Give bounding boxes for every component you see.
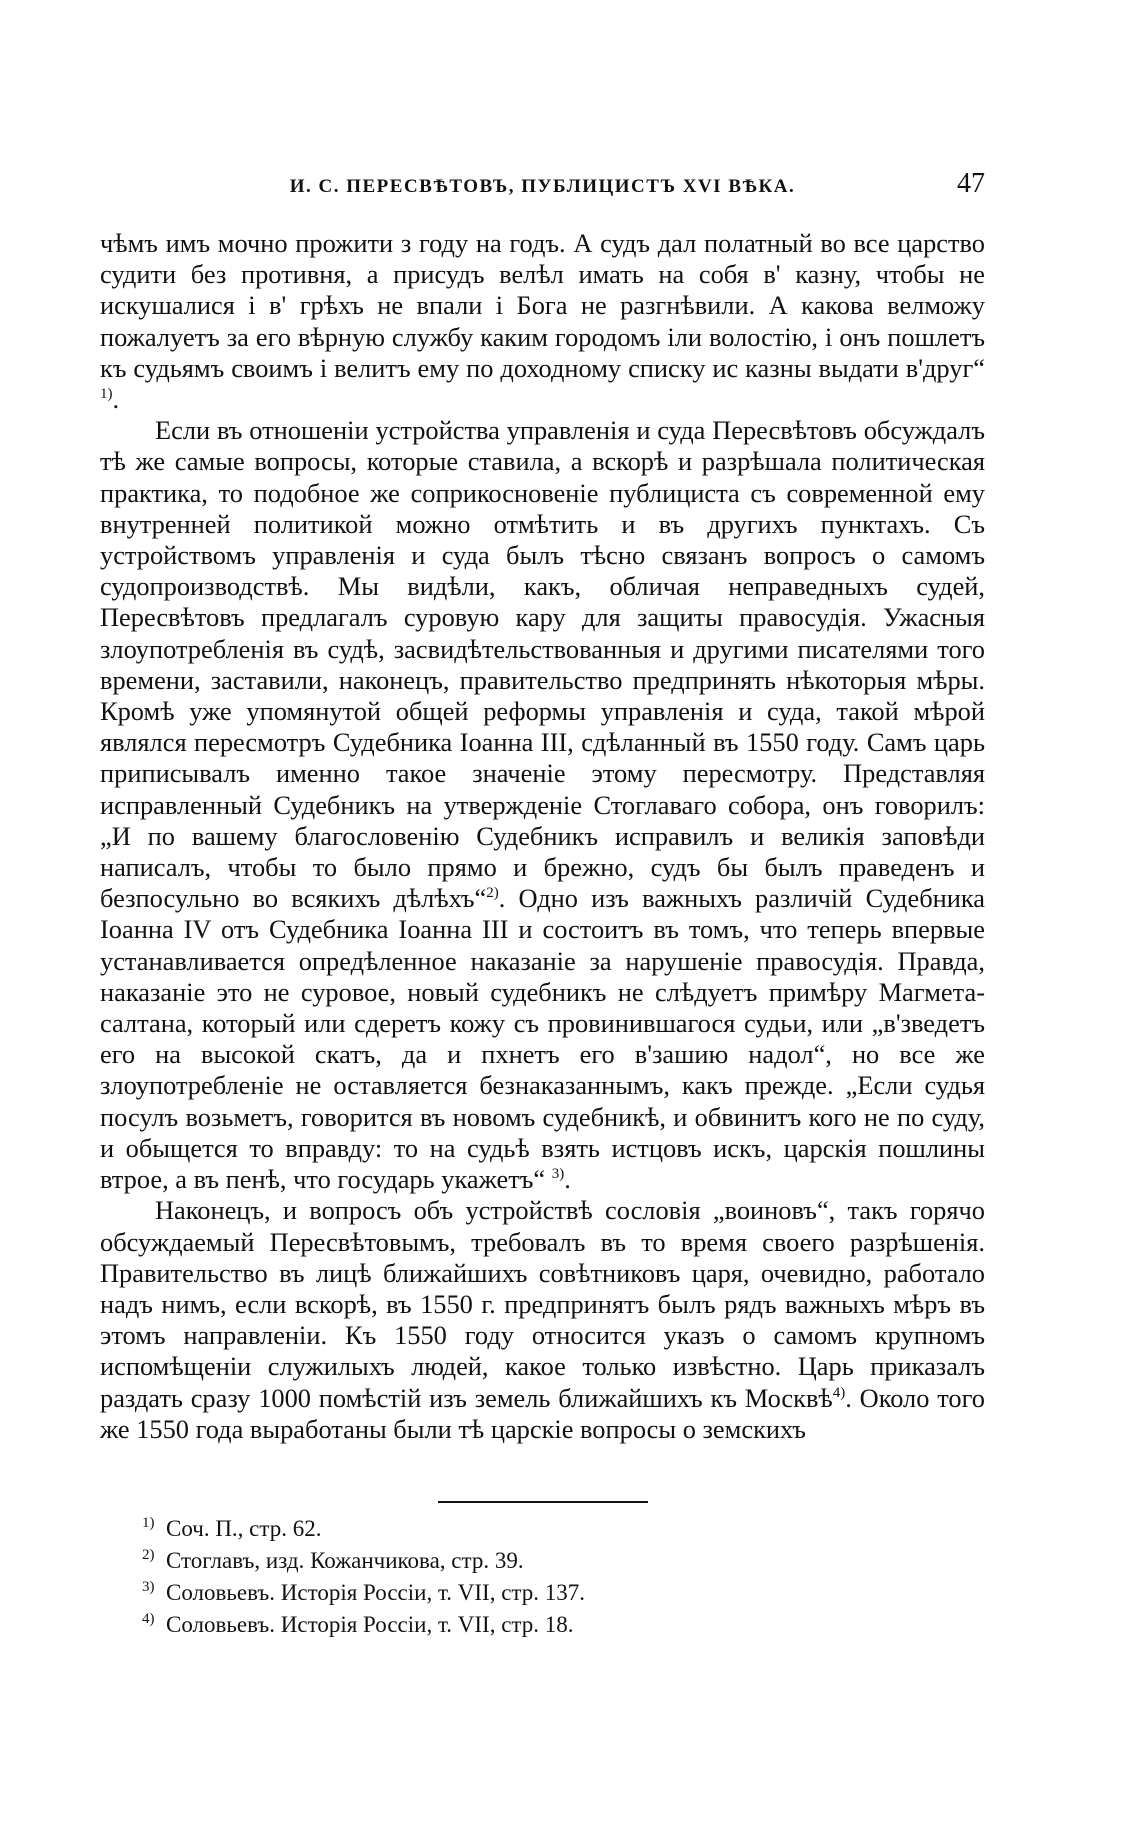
- footnotes: [100, 1513, 985, 1641]
- footnote-reference: 2): [486, 885, 499, 902]
- paragraph-text: Если въ отношеніи устройства управленія и суда Пересвѣтовъ обсуждалъ тѣ же самые вопросы, которые ставила, а вскорѣ и разрѣшала политическая практика, то подобное же соприкосновеніе публициста съ современной ему внутренней политикой можно отмѣтить и въ другихъ пунктахъ. Съ устройствомъ управленія и суда былъ тѣсно связанъ вопросъ о самомъ судопроизводствѣ. Мы видѣли, какъ, обличая неправедныхъ судей, Пересвѣтовъ предлагалъ суровую кару для защиты правосудія. Ужасныя злоупотребленія въ судѣ, засвидѣтельствованныя и другими писателями того времени, заставили, наконецъ, правительство предпринять нѣкоторыя мѣры. Кромѣ уже упомянутой общей реформы управленія и суда, такой мѣрой являлся пересмотръ Судебника Іоанна III, сдѣланный въ 1550 году. Самъ царь приписывалъ именно такое значеніе этому пересмотру. Представляя исправленный Судебникъ на утвержденіе Стоглаваго собора, онъ говорилъ: „И по вашему благословенію Судебникъ исправилъ и великія заповѣди написалъ, чтобы то было прямо и брежно, судъ бы былъ праведенъ и безпосульно во всякихъ дѣлѣхъ“: [100, 415, 985, 914]
- running-header: [100, 168, 985, 208]
- paragraph-text: чѣмъ имъ мочно прожити з году на годъ. А судъ дал полатный во все царство судити без противня, а присудъ велѣл имать на собя в' казну, чтобы не искушалися і в' грѣхъ не впали і Бога не разгнѣвили. А какова велможу пожалуетъ за его вѣрную службу каким городомъ іли волостію, і онъ пошлетъ къ судьямъ своимъ і велитъ ему по доходному списку ис казны выдати в'друг“: [100, 228, 985, 383]
- footnote-reference: 1): [100, 386, 113, 403]
- paragraph: [100, 415, 985, 1195]
- footnote-text: Соловьевъ. Исторія Россіи, т. VII, стр. 18.: [166, 1611, 574, 1637]
- footnote: [142, 1577, 985, 1609]
- footnote-mark: 2): [142, 1546, 155, 1563]
- paragraph-text: .: [564, 1164, 571, 1195]
- paragraph-text: . Около того же 1550 года выработаны были тѣ царскіе вопросы о земскихъ: [100, 1382, 985, 1444]
- footnote-reference: 3): [551, 1166, 565, 1183]
- footnote: [142, 1609, 985, 1641]
- paragraph-text: Наконецъ, и вопросъ объ устройствѣ сословія „воиновъ“, такъ горячо обсуждаемый Пересвѣтовымъ, требовалъ въ то время своего разрѣшенія. Правительство въ лицѣ ближайшихъ совѣтниковъ царя, очевидно, работало надъ нимъ, если вскорѣ, въ 1550 г. предпринятъ былъ рядъ важныхъ мѣръ въ этомъ направленіи. Къ 1550 году относится указъ о самомъ крупномъ испомѣщеніи служилыхъ людей, какое только извѣстно. Царь приказалъ раздать сразу 1000 помѣстій изъ земель ближайшихъ къ Москвѣ: [100, 1195, 985, 1413]
- footnote-text: Соч. П., стр. 62.: [166, 1515, 322, 1541]
- paragraph: [100, 228, 985, 415]
- book-page: [100, 168, 985, 1641]
- paragraph: [100, 1195, 985, 1445]
- footnote-mark: 4): [142, 1610, 155, 1627]
- running-title: И. С. ПЕРЕСВѢТОВЪ, ПУБЛИЦИСТЪ XVI ВѢКА.: [289, 176, 796, 197]
- body-text: [100, 228, 985, 1445]
- footnote-text: Стоглавъ, изд. Кожанчикова, стр. 39.: [166, 1547, 524, 1573]
- paragraph-text: .: [112, 384, 120, 415]
- footnote: [142, 1513, 985, 1545]
- footnote-mark: 1): [142, 1514, 155, 1531]
- paragraph-text: . Одно изъ важныхъ различій Судебника Іоанна IV отъ Судебника Іоанна III и состоитъ въ томъ, что теперь впервые устанавливается опредѣленное наказаніе за нарушеніе правосудія. Правда, наказаніе это не суровое, новый судебникъ не слѣдуетъ примѣру Магмета-салтана, который или сдеретъ кожу съ провинившагося судьи, или „в'зведетъ его на высокой скатъ, да и пхнетъ его в'зашию надол“, но все же злоупотребленіе не оставляется безнаказаннымъ, какъ прежде. „Если судья посулъ возьметъ, говорится въ новомъ судебникѣ, и обвинитъ кого не по суду, и обыщется то вправду: то на судьѣ взять истцовъ искъ, царскія пошлины втрое, а въ пенѣ, что государь укажетъ“: [100, 883, 986, 1195]
- footnote-reference: 4): [832, 1384, 846, 1401]
- footnote-text: Соловьевъ. Исторія Россіи, т. VII, стр. 137.: [166, 1579, 585, 1605]
- page-number: 47: [957, 168, 985, 199]
- footnote-separator: [438, 1501, 648, 1503]
- footnote-mark: 3): [142, 1578, 155, 1595]
- footnote: [142, 1545, 985, 1577]
